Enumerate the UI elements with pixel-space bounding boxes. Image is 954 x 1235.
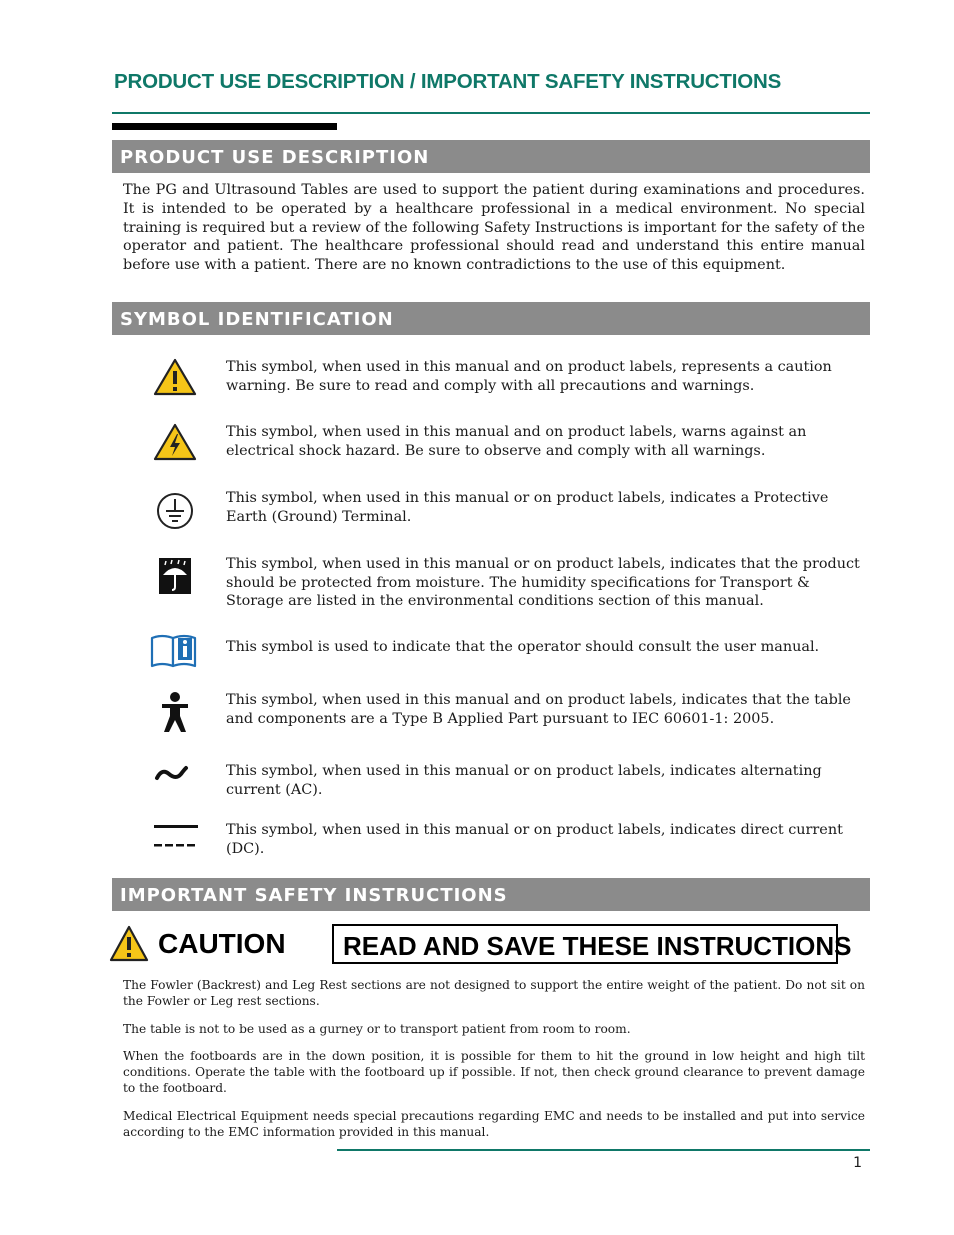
page-number: 1	[853, 1155, 862, 1171]
section-header-symbols	[112, 302, 870, 335]
safety-paragraph: The Fowler (Backrest) and Leg Rest sections are not designed to support the entire weight of the patient. Do not sit on the Fowler or Leg rest sections.	[123, 978, 865, 1008]
symbol-description: This symbol, when used in this manual and on product labels, warns against an electrical shock hazard. Be sure to observe and comply with all warnings.	[226, 424, 807, 459]
title-divider	[112, 112, 870, 114]
symbol-description: This symbol, when used in this manual or on product labels, indicates alternating current (AC).	[226, 763, 822, 798]
footer-divider	[337, 1149, 870, 1151]
section-header-product-use	[112, 140, 870, 173]
read-and-save-box	[332, 924, 852, 964]
alternating-current-icon	[152, 762, 198, 802]
type-b-applied-part-icon	[152, 690, 198, 736]
keep-dry-umbrella-icon	[152, 555, 198, 595]
header-accent-bar	[112, 123, 337, 130]
caution-triangle-icon	[108, 924, 150, 964]
section-heading: IMPORTANT SAFETY INSTRUCTIONS	[120, 885, 508, 906]
section-heading: SYMBOL IDENTIFICATION	[120, 309, 394, 330]
symbol-description: This symbol, when used in this manual or on product labels, indicates that the product should be protected from moisture. The humidity specifications for Transport & Storage are listed in the environmental conditions section of this manual.	[226, 556, 860, 610]
read-and-save-text: READ AND SAVE THESE INSTRUCTIONS	[343, 931, 852, 961]
consult-manual-icon	[150, 630, 196, 670]
protective-earth-icon	[152, 489, 198, 529]
symbol-description: This symbol, when used in this manual and on product labels, represents a caution warning. Be sure to read and comply with all precautions and warnings.	[226, 359, 832, 394]
safety-paragraph: Medical Electrical Equipment needs special precautions regarding EMC and needs to be installed and put into service according to the EMC information provided in this manual.	[123, 1109, 865, 1139]
safety-paragraph: The table is not to be used as a gurney or to transport patient from room to room.	[123, 1022, 631, 1036]
symbol-description: This symbol is used to indicate that the operator should consult the user manual.	[226, 639, 820, 655]
caution-label: CAUTION	[158, 928, 286, 959]
section-heading: PRODUCT USE DESCRIPTION	[120, 147, 430, 168]
product-use-paragraph: The PG and Ultrasound Tables are used to support the patient during examinations and procedures. It is intended to be operated by a healthcare professional in a medical environment. No special training is required but a review of the following Safety Instructions is important for the safety of the operator and patient. The healthcare professional should read and understand this entire manual before use with a patient. There are no known contradictions to the use of this equipment.	[123, 182, 865, 274]
section-header-safety	[112, 878, 870, 911]
page-title: PRODUCT USE DESCRIPTION / IMPORTANT SAFETY INSTRUCTIONS	[114, 70, 782, 93]
electrical-shock-icon	[152, 423, 198, 463]
safety-paragraph: When the footboards are in the down position, it is possible for them to hit the ground in low height and high tilt conditions. Operate the table with the footboard up if possible. If not, then check ground clearance to prevent damage to the footboard.	[123, 1049, 865, 1095]
caution-triangle-icon	[152, 358, 198, 398]
symbol-description: This symbol, when used in this manual and on product labels, indicates that the table and components are a Type B Applied Part pursuant to IEC 60601-1: 2005.	[226, 692, 851, 727]
caution-banner	[108, 924, 868, 968]
direct-current-icon	[152, 821, 198, 861]
symbol-description: This symbol, when used in this manual or on product labels, indicates a Protective Earth (Ground) Terminal.	[226, 490, 829, 525]
symbol-description: This symbol, when used in this manual or on product labels, indicates direct current (DC).	[226, 822, 843, 857]
